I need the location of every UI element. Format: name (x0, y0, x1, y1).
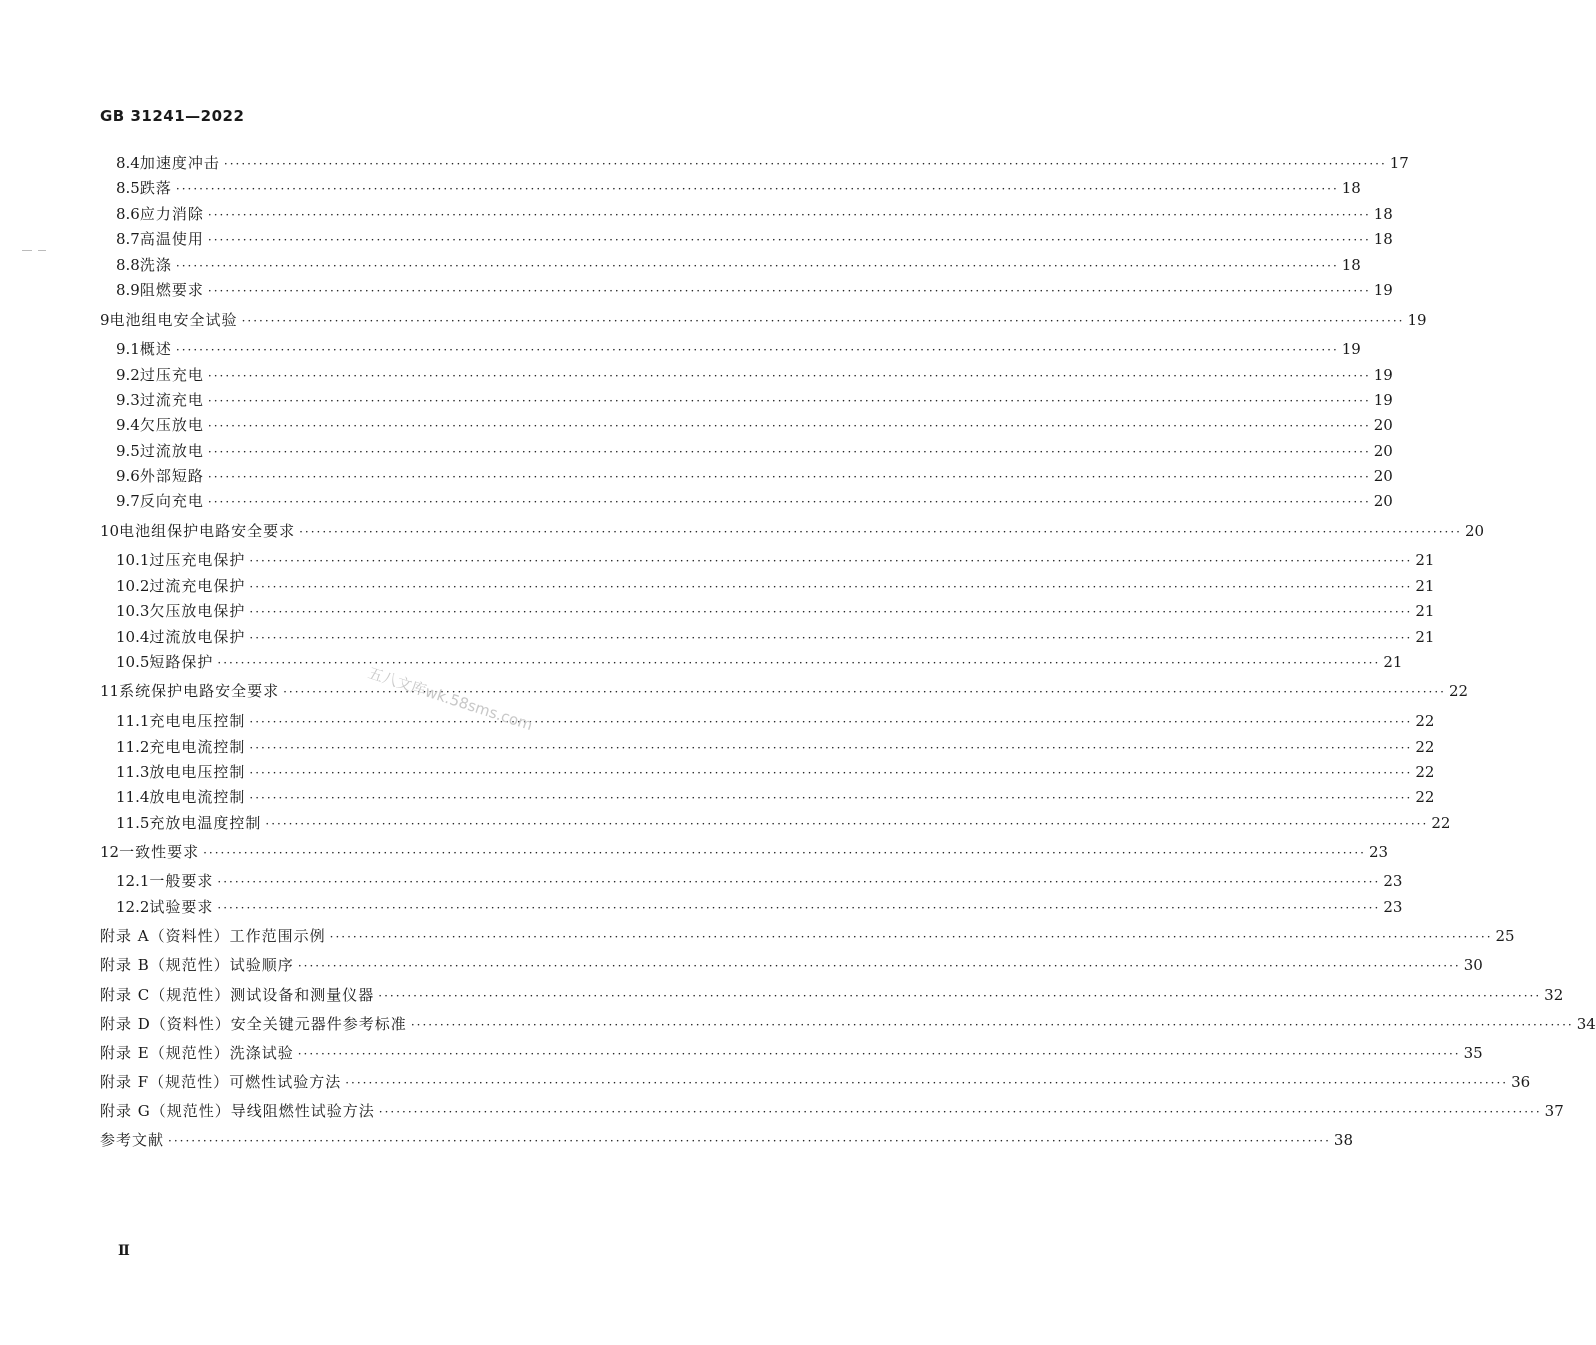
toc-entry[interactable] (100, 736, 1435, 758)
document-id-header: GB 31241—2022 (100, 107, 245, 125)
dot-leader: ········································································································································································································ (168, 1134, 1331, 1148)
dot-leader: ········································································································································································································ (249, 554, 1413, 568)
toc-entry-title: 洗涤试验 (229, 1044, 294, 1062)
toc-entry-title: 欠压放电保护 (149, 602, 246, 620)
toc-entry-number: 附录 B（规范性） (100, 956, 230, 974)
toc-entry[interactable] (100, 761, 1435, 783)
toc-entry[interactable] (100, 254, 1361, 276)
toc-entry-number: 11.5 (116, 814, 150, 832)
toc-entry[interactable] (100, 651, 1403, 673)
toc-entry-page: 25 (1495, 927, 1515, 945)
dot-leader: ········································································································································································································ (203, 846, 1366, 860)
dot-leader: ········································································································································································································ (175, 182, 1339, 196)
toc-entry[interactable] (100, 520, 1485, 542)
dot-leader: ········································································································································································································ (249, 605, 1413, 619)
toc-entry-page: 21 (1415, 577, 1435, 595)
toc-entry[interactable] (100, 1042, 1483, 1064)
toc-entry-page: 17 (1389, 154, 1409, 172)
toc-entry-title: 过压充电 (139, 366, 204, 384)
toc-entry-page: 22 (1415, 788, 1435, 806)
toc-entry[interactable] (100, 925, 1515, 947)
toc-entry-number: 8.4 (116, 154, 140, 172)
dot-leader: ········································································································································································································ (378, 1105, 1542, 1119)
dot-leader: ········································································································································································································ (297, 959, 1461, 973)
toc-entry-page: 20 (1373, 442, 1393, 460)
toc-entry-title: 系统保护电路安全要求 (119, 682, 280, 700)
toc-entry-page: 19 (1373, 366, 1393, 384)
toc-entry-number: 12.1 (116, 872, 150, 890)
toc-entry-title: 过压充电保护 (149, 551, 246, 569)
toc-entry[interactable] (100, 228, 1393, 250)
dot-leader: ········································································································································································································ (207, 208, 1371, 222)
toc-entry-page: 18 (1373, 230, 1393, 248)
toc-entry[interactable] (100, 549, 1435, 571)
toc-entry-number: 9.1 (116, 340, 140, 358)
toc-entry-title: 反向充电 (139, 492, 204, 510)
dot-leader: ········································································································································································································ (207, 470, 1371, 484)
toc-entry-page: 18 (1341, 179, 1361, 197)
toc-entry-number: 附录 E（规范性） (100, 1044, 230, 1062)
toc-entry-page: 38 (1333, 1131, 1353, 1149)
toc-entry-title: 放电电流控制 (149, 788, 246, 806)
toc-entry-number: 9.7 (116, 492, 140, 510)
toc-entry-number: 11 (100, 682, 120, 700)
toc-entry-number: 8.8 (116, 256, 140, 274)
toc-entry-number: 8.6 (116, 205, 140, 223)
dot-leader: ········································································································································································································ (378, 989, 1542, 1003)
toc-entry-title: 跌落 (139, 179, 172, 197)
dot-leader: ········································································································································································································ (207, 233, 1371, 247)
dot-leader: ········································································································································································································ (249, 631, 1413, 645)
toc-entry[interactable] (100, 414, 1393, 436)
toc-entry-title: 短路保护 (149, 653, 214, 671)
dot-leader: ········································································································································································································ (207, 394, 1371, 408)
toc-entry-title: 工作范围示例 (229, 927, 326, 945)
toc-entry-page: 20 (1373, 492, 1393, 510)
scan-mark (22, 250, 32, 251)
toc-entry[interactable] (100, 786, 1435, 808)
toc-entry-title: 外部短路 (139, 467, 204, 485)
toc-entry-number: 9.4 (116, 416, 140, 434)
page-number: Ⅱ (118, 1243, 130, 1259)
toc-entry[interactable] (100, 1013, 1596, 1035)
toc-entry[interactable] (100, 954, 1483, 976)
toc-entry-title: 安全关键元器件参考标准 (230, 1015, 407, 1033)
toc-entry[interactable] (100, 203, 1393, 225)
toc-entry-title: 试验要求 (149, 898, 214, 916)
toc-entry[interactable] (100, 338, 1361, 360)
toc-entry-page: 19 (1407, 311, 1427, 329)
dot-leader: ········································································································································································································ (217, 875, 1381, 889)
toc-entry-title: 应力消除 (139, 205, 204, 223)
toc-entry-page: 22 (1415, 712, 1435, 730)
toc-entry-number: 附录 D（资料性） (100, 1015, 231, 1033)
toc-entry[interactable] (100, 279, 1393, 301)
toc-entry-page: 30 (1463, 956, 1483, 974)
toc-entry[interactable] (100, 177, 1361, 199)
toc-entry-number: 附录 G（规范性） (100, 1102, 231, 1120)
scan-mark (38, 250, 46, 251)
toc-entry-title: 放电电压控制 (149, 763, 246, 781)
toc-entry[interactable] (100, 575, 1435, 597)
toc-entry-title: 加速度冲击 (139, 154, 220, 172)
dot-leader: ········································································································································································································ (223, 157, 1387, 171)
toc-entry-title: 洗涤 (139, 256, 172, 274)
toc-entry-title: 测试设备和测量仪器 (230, 986, 375, 1004)
toc-entry-number: 8.5 (116, 179, 140, 197)
toc-entry[interactable] (100, 152, 1409, 174)
toc-entry-page: 36 (1511, 1073, 1531, 1091)
toc-entry-title: 试验顺序 (229, 956, 294, 974)
toc-entry-page: 21 (1415, 602, 1435, 620)
dot-leader: ········································································································································································································ (241, 314, 1405, 328)
toc-entry-page: 23 (1369, 843, 1389, 861)
toc-entry-number: 附录 C（规范性） (100, 986, 231, 1004)
toc-entry-number: 12 (100, 843, 120, 861)
toc-entry-number: 附录 A（资料性） (100, 927, 230, 945)
toc-entry-page: 19 (1341, 340, 1361, 358)
dot-leader: ········································································································································································································ (297, 1047, 1461, 1061)
toc-entry-title: 参考文献 (100, 1131, 165, 1149)
toc-entry[interactable] (100, 626, 1435, 648)
toc-entry-page: 21 (1415, 551, 1435, 569)
toc-entry-page: 20 (1465, 522, 1485, 540)
toc-entry-title: 一般要求 (149, 872, 214, 890)
toc-entry-number: 8.9 (116, 281, 140, 299)
dot-leader: ········································································································································································································ (217, 656, 1381, 670)
toc-entry-number: 11.2 (116, 738, 150, 756)
toc-entry[interactable] (100, 896, 1403, 918)
dot-leader: ········································································································································································································ (207, 495, 1371, 509)
toc-entry[interactable] (100, 870, 1403, 892)
toc-entry-title: 一致性要求 (119, 843, 200, 861)
toc-entry-number: 11.1 (116, 712, 150, 730)
toc-entry-title: 阻燃要求 (139, 281, 204, 299)
toc-entry[interactable] (100, 389, 1393, 411)
toc-entry-page: 35 (1463, 1044, 1483, 1062)
toc-entry-number: 12.2 (116, 898, 150, 916)
toc-entry-number: 10.5 (116, 653, 150, 671)
toc-entry-page: 18 (1341, 256, 1361, 274)
toc-entry-number: 10.4 (116, 628, 150, 646)
toc-entry-page: 22 (1449, 682, 1469, 700)
toc-entry-page: 19 (1373, 391, 1393, 409)
toc-entry-title: 过流充电 (139, 391, 204, 409)
toc-entry-number: 10.3 (116, 602, 150, 620)
toc-entry-page: 21 (1415, 628, 1435, 646)
dot-leader: ········································································································································································································ (265, 817, 1429, 831)
toc-entry-title: 充电电流控制 (149, 738, 246, 756)
toc-entry-title: 过流放电保护 (149, 628, 246, 646)
dot-leader: ········································································································································································································ (175, 259, 1339, 273)
dot-leader: ········································································································································································································ (207, 445, 1371, 459)
toc-entry-page: 34 (1576, 1015, 1596, 1033)
toc-entry-number: 11.3 (116, 763, 150, 781)
dot-leader: ········································································································································································································ (249, 741, 1413, 755)
toc-entry-page: 22 (1415, 738, 1435, 756)
dot-leader: ········································································································································································································ (249, 580, 1413, 594)
dot-leader: ········································································································································································································ (345, 1076, 1509, 1090)
toc-entry[interactable] (100, 490, 1393, 512)
dot-leader: ········································································································································································································ (207, 284, 1371, 298)
toc-entry[interactable] (100, 984, 1564, 1006)
dot-leader: ········································································································································································································ (249, 715, 1413, 729)
toc-entry-page: 22 (1415, 763, 1435, 781)
toc-entry-number: 9 (100, 311, 110, 329)
toc-entry[interactable] (100, 600, 1435, 622)
toc-entry[interactable] (100, 1071, 1531, 1093)
dot-leader: ········································································································································································································ (175, 343, 1339, 357)
toc-entry-title: 概述 (139, 340, 172, 358)
toc-entry-number: 9.6 (116, 467, 140, 485)
toc-entry-number: 10.1 (116, 551, 150, 569)
toc-entry-page: 18 (1373, 205, 1393, 223)
watermark: 五八文库wk.58sms.com (365, 663, 535, 735)
dot-leader: ········································································································································································································ (207, 419, 1371, 433)
dot-leader: ········································································································································································································ (217, 901, 1381, 915)
toc-entry-page: 23 (1383, 898, 1403, 916)
toc-entry-page: 22 (1431, 814, 1451, 832)
toc-entry[interactable] (100, 841, 1389, 863)
toc-entry[interactable] (100, 440, 1393, 462)
toc-entry-title: 导线阻燃性试验方法 (230, 1102, 375, 1120)
dot-leader: ········································································································································································································ (249, 766, 1413, 780)
toc-entry-page: 20 (1373, 416, 1393, 434)
toc-entry-title: 充放电温度控制 (149, 814, 262, 832)
toc-entry-number: 9.5 (116, 442, 140, 460)
toc-entry[interactable] (100, 812, 1451, 834)
toc-entry-page: 37 (1544, 1102, 1564, 1120)
dot-leader: ········································································································································································································ (207, 369, 1371, 383)
toc-entry-title: 充电电压控制 (149, 712, 246, 730)
toc-entry-title: 可燃性试验方法 (229, 1073, 342, 1091)
toc-entry-title: 过流放电 (139, 442, 204, 460)
toc-entry-page: 20 (1373, 467, 1393, 485)
toc-entry-number: 11.4 (116, 788, 150, 806)
toc-entry[interactable] (100, 364, 1393, 386)
toc-entry-title: 高温使用 (139, 230, 204, 248)
toc-entry-title: 过流充电保护 (149, 577, 246, 595)
toc-entry-title: 电池组电安全试验 (109, 311, 238, 329)
toc-entry-page: 32 (1544, 986, 1564, 1004)
toc-entry-number: 9.3 (116, 391, 140, 409)
dot-leader: ········································································································································································································ (410, 1018, 1574, 1032)
toc-entry-page: 23 (1383, 872, 1403, 890)
dot-leader: ········································································································································································································ (329, 930, 1493, 944)
dot-leader: ········································································································································································································ (299, 525, 1462, 539)
toc-entry-title: 电池组保护电路安全要求 (119, 522, 296, 540)
toc-entry-page: 21 (1383, 653, 1403, 671)
toc-entry-title: 欠压放电 (139, 416, 204, 434)
toc-entry-number: 10 (100, 522, 120, 540)
toc-entry[interactable] (100, 309, 1427, 331)
dot-leader: ········································································································································································································ (249, 791, 1413, 805)
toc-entry-number: 10.2 (116, 577, 150, 595)
toc-entry-page: 19 (1373, 281, 1393, 299)
toc-entry-number: 附录 F（规范性） (100, 1073, 230, 1091)
toc-entry-number: 9.2 (116, 366, 140, 384)
toc-entry[interactable] (100, 465, 1393, 487)
toc-entry-number: 8.7 (116, 230, 140, 248)
toc-entry[interactable] (100, 1100, 1564, 1122)
toc-entry[interactable] (100, 1129, 1353, 1151)
dot-leader: ········································································································································································································ (283, 685, 1446, 699)
